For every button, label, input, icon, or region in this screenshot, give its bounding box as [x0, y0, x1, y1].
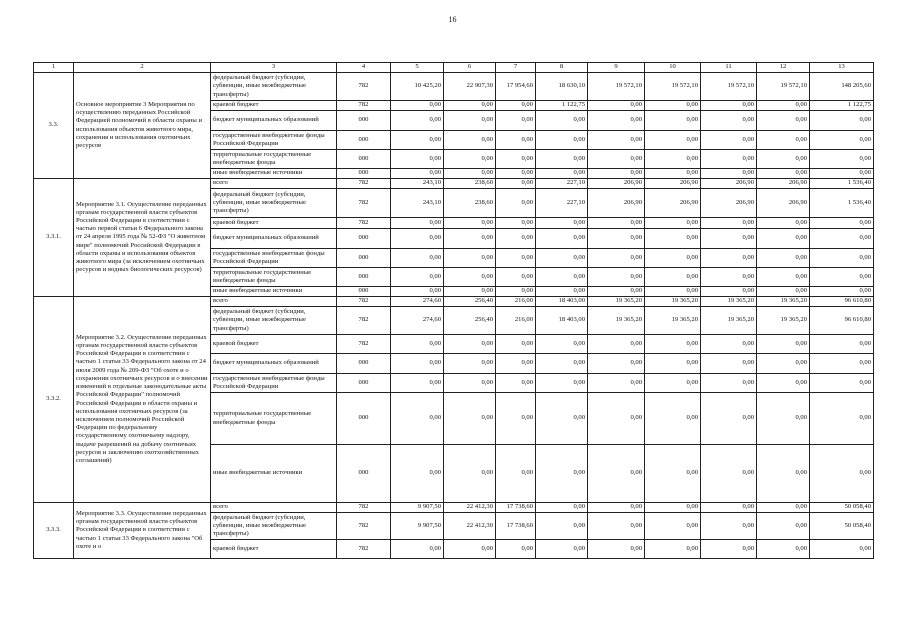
budget-code: 782	[337, 297, 391, 307]
amount-cell: 0,00	[496, 179, 536, 189]
amount-cell: 1 122,75	[810, 101, 874, 111]
amount-cell: 256,40	[444, 307, 496, 335]
amount-cell: 0,00	[701, 393, 757, 445]
amount-cell: 0,00	[645, 101, 701, 111]
amount-cell: 0,00	[588, 218, 645, 229]
amount-cell: 0,00	[496, 393, 536, 445]
amount-cell: 0,00	[645, 393, 701, 445]
amount-cell: 148 205,60	[810, 73, 874, 101]
amount-cell: 0,00	[645, 445, 701, 503]
amount-cell: 0,00	[757, 101, 810, 111]
funding-source: государственные внебюджетные фонды Российской Федерации	[211, 249, 337, 268]
budget-table	[33, 62, 874, 559]
amount-cell: 19 365,20	[757, 297, 810, 307]
amount-cell: 0,00	[536, 131, 588, 150]
amount-cell: 0,00	[701, 503, 757, 513]
amount-cell: 0,00	[810, 150, 874, 169]
amount-cell: 206,90	[701, 179, 757, 189]
budget-code: 000	[337, 287, 391, 297]
budget-code: 782	[337, 503, 391, 513]
funding-source: иные внебюджетные источники	[211, 169, 337, 179]
amount-cell: 0,00	[496, 335, 536, 354]
amount-cell: 0,00	[701, 287, 757, 297]
amount-cell: 0,00	[810, 131, 874, 150]
amount-cell: 19 365,20	[588, 307, 645, 335]
amount-cell: 0,00	[496, 169, 536, 179]
amount-cell: 0,00	[757, 354, 810, 374]
column-header: 5	[391, 63, 444, 73]
amount-cell: 17 738,60	[496, 513, 536, 540]
item-number: 3.3.3.	[34, 503, 74, 559]
column-number-row	[34, 63, 874, 73]
amount-cell: 0,00	[536, 335, 588, 354]
table-row	[34, 503, 874, 513]
funding-source: бюджет муниципальных образований	[211, 111, 337, 131]
funding-source: территориальные государственные внебюджетные фонды	[211, 268, 337, 287]
amount-cell: 0,00	[536, 503, 588, 513]
amount-cell: 0,00	[496, 111, 536, 131]
budget-code: 000	[337, 150, 391, 169]
amount-cell: 0,00	[645, 111, 701, 131]
amount-cell: 0,00	[645, 287, 701, 297]
amount-cell: 0,00	[444, 229, 496, 249]
amount-cell: 0,00	[496, 374, 536, 393]
funding-source: государственные внебюджетные фонды Российской Федерации	[211, 374, 337, 393]
amount-cell: 0,00	[757, 218, 810, 229]
amount-cell: 0,00	[757, 287, 810, 297]
amount-cell: 0,00	[810, 445, 874, 503]
amount-cell: 0,00	[645, 169, 701, 179]
amount-cell: 0,00	[701, 169, 757, 179]
amount-cell: 0,00	[645, 268, 701, 287]
amount-cell: 0,00	[701, 229, 757, 249]
amount-cell: 0,00	[588, 150, 645, 169]
amount-cell: 0,00	[391, 101, 444, 111]
column-header: 10	[645, 63, 701, 73]
column-header: 13	[810, 63, 874, 73]
item-title: Основное мероприятие 3 Мероприятия по осуществлению переданных Российской Федерацией полномочий в области охраны и использования объектов животного мира, сохранения и использования охотничьих ресурсов	[74, 73, 211, 179]
amount-cell: 0,00	[757, 150, 810, 169]
column-header: 4	[337, 63, 391, 73]
amount-cell: 17 954,60	[496, 73, 536, 101]
amount-cell: 0,00	[588, 287, 645, 297]
item-title: Мероприятие 3.1. Осуществление переданных органам государственной власти субъектов Российской Федерации в соответствии с частью первой статьи 6 Федерального закона от 24 апреля 1995 года № 52-ФЗ "О животном мире" полномочий Российской Федерации в области охраны и использования объектов животного мира (за исключением охотничьих ресурсов и водных биологических ресурсов)	[74, 179, 211, 297]
funding-source: краевой бюджет	[211, 218, 337, 229]
amount-cell: 0,00	[536, 169, 588, 179]
amount-cell: 0,00	[444, 111, 496, 131]
table-row	[34, 297, 874, 307]
amount-cell: 0,00	[588, 354, 645, 374]
budget-code: 782	[337, 540, 391, 559]
amount-cell: 96 610,80	[810, 307, 874, 335]
column-header: 7	[496, 63, 536, 73]
amount-cell: 0,00	[444, 335, 496, 354]
funding-source: бюджет муниципальных образований	[211, 229, 337, 249]
amount-cell: 19 365,20	[757, 307, 810, 335]
amount-cell: 0,00	[810, 169, 874, 179]
amount-cell: 10 425,20	[391, 73, 444, 101]
amount-cell: 0,00	[496, 249, 536, 268]
funding-source: иные внебюджетные источники	[211, 445, 337, 503]
budget-code: 000	[337, 249, 391, 268]
amount-cell: 0,00	[701, 354, 757, 374]
amount-cell: 19 365,20	[645, 307, 701, 335]
amount-cell: 0,00	[391, 229, 444, 249]
amount-cell: 96 610,80	[810, 297, 874, 307]
amount-cell: 0,00	[391, 131, 444, 150]
amount-cell: 0,00	[701, 540, 757, 559]
amount-cell: 0,00	[391, 374, 444, 393]
amount-cell: 0,00	[444, 101, 496, 111]
amount-cell: 0,00	[645, 503, 701, 513]
amount-cell: 227,10	[536, 179, 588, 189]
amount-cell: 0,00	[810, 249, 874, 268]
amount-cell: 216,00	[496, 307, 536, 335]
amount-cell: 1 122,75	[536, 101, 588, 111]
amount-cell: 19 365,20	[588, 297, 645, 307]
amount-cell: 0,00	[810, 354, 874, 374]
amount-cell: 18 403,00	[536, 297, 588, 307]
budget-code: 000	[337, 354, 391, 374]
amount-cell: 238,60	[444, 189, 496, 218]
funding-source: всего	[211, 503, 337, 513]
amount-cell: 0,00	[536, 229, 588, 249]
funding-source: всего	[211, 179, 337, 189]
amount-cell: 0,00	[391, 249, 444, 268]
amount-cell: 0,00	[757, 268, 810, 287]
amount-cell: 0,00	[536, 111, 588, 131]
amount-cell: 206,90	[645, 189, 701, 218]
amount-cell: 0,00	[588, 503, 645, 513]
amount-cell: 0,00	[536, 287, 588, 297]
budget-code: 000	[337, 229, 391, 249]
amount-cell: 0,00	[588, 513, 645, 540]
funding-source: федеральный бюджет (субсидии, субвенции, иные межбюджетные трансферты)	[211, 73, 337, 101]
amount-cell: 227,10	[536, 189, 588, 218]
amount-cell: 0,00	[588, 169, 645, 179]
amount-cell: 0,00	[391, 354, 444, 374]
amount-cell: 274,60	[391, 307, 444, 335]
item-number: 3.3.1.	[34, 179, 74, 297]
budget-code: 782	[337, 101, 391, 111]
amount-cell: 50 058,40	[810, 513, 874, 540]
amount-cell: 206,90	[701, 189, 757, 218]
amount-cell: 0,00	[757, 169, 810, 179]
amount-cell: 206,90	[757, 189, 810, 218]
funding-source: всего	[211, 297, 337, 307]
amount-cell: 0,00	[701, 131, 757, 150]
amount-cell: 0,00	[588, 374, 645, 393]
item-title: Мероприятие 3.2. Осуществление переданных органам государственной власти субъектов Российской Федерации в соответствии с частью 1 статьи 33 Федерального закона от 24 июля 2009 года № 209-ФЗ "Об охоте и о сохранении охотничьих ресурсов и о внесении изменений в отдельные законодательные акты Российской Федерации" полномочий Российской Федерации в области охраны и использования охотничьих ресурсов (за исключением полномочий Российской Федерации по федеральному государственному охотничьему надзору, выдаче разрешений на добычу охотничьих ресурсов и заключению охотхозяйственных соглашений)	[74, 297, 211, 503]
funding-source: федеральный бюджет (субсидии, субвенции, иные межбюджетные трансферты)	[211, 513, 337, 540]
amount-cell: 19 365,20	[701, 307, 757, 335]
amount-cell: 0,00	[391, 393, 444, 445]
amount-cell: 0,00	[810, 393, 874, 445]
amount-cell: 19 572,10	[588, 73, 645, 101]
table-row	[34, 73, 874, 101]
amount-cell: 0,00	[496, 150, 536, 169]
amount-cell: 0,00	[810, 287, 874, 297]
amount-cell: 0,00	[645, 150, 701, 169]
amount-cell: 0,00	[536, 540, 588, 559]
amount-cell: 0,00	[536, 268, 588, 287]
amount-cell: 0,00	[701, 218, 757, 229]
budget-code: 000	[337, 111, 391, 131]
amount-cell: 0,00	[757, 513, 810, 540]
amount-cell: 206,90	[588, 179, 645, 189]
amount-cell: 0,00	[391, 169, 444, 179]
amount-cell: 0,00	[645, 513, 701, 540]
table-body	[34, 73, 874, 559]
funding-source: государственные внебюджетные фонды Российской Федерации	[211, 131, 337, 150]
amount-cell: 0,00	[588, 229, 645, 249]
amount-cell: 0,00	[496, 131, 536, 150]
amount-cell: 0,00	[444, 131, 496, 150]
budget-code: 782	[337, 179, 391, 189]
funding-source: федеральный бюджет (субсидии, субвенции, иные межбюджетные трансферты)	[211, 189, 337, 218]
amount-cell: 0,00	[757, 335, 810, 354]
amount-cell: 243,10	[391, 179, 444, 189]
amount-cell: 0,00	[496, 218, 536, 229]
amount-cell: 1 536,40	[810, 179, 874, 189]
amount-cell: 0,00	[391, 287, 444, 297]
amount-cell: 0,00	[444, 287, 496, 297]
amount-cell: 0,00	[444, 268, 496, 287]
amount-cell: 19 572,10	[757, 73, 810, 101]
amount-cell: 0,00	[757, 229, 810, 249]
amount-cell: 0,00	[757, 111, 810, 131]
amount-cell: 0,00	[645, 354, 701, 374]
amount-cell: 22 412,30	[444, 513, 496, 540]
amount-cell: 0,00	[757, 393, 810, 445]
amount-cell: 0,00	[588, 335, 645, 354]
amount-cell: 0,00	[444, 393, 496, 445]
amount-cell: 0,00	[444, 218, 496, 229]
amount-cell: 0,00	[536, 249, 588, 268]
amount-cell: 0,00	[391, 150, 444, 169]
amount-cell: 0,00	[701, 111, 757, 131]
amount-cell: 0,00	[757, 445, 810, 503]
budget-code: 000	[337, 169, 391, 179]
amount-cell: 0,00	[391, 111, 444, 131]
amount-cell: 0,00	[536, 393, 588, 445]
column-header: 1	[34, 63, 74, 73]
column-header: 3	[211, 63, 337, 73]
amount-cell: 0,00	[701, 268, 757, 287]
amount-cell: 0,00	[701, 101, 757, 111]
amount-cell: 0,00	[701, 335, 757, 354]
amount-cell: 0,00	[496, 189, 536, 218]
amount-cell: 0,00	[701, 249, 757, 268]
amount-cell: 256,40	[444, 297, 496, 307]
table-row	[34, 179, 874, 189]
amount-cell: 0,00	[496, 268, 536, 287]
amount-cell: 0,00	[701, 513, 757, 540]
amount-cell: 0,00	[536, 218, 588, 229]
amount-cell: 19 572,10	[701, 73, 757, 101]
column-header: 8	[536, 63, 588, 73]
amount-cell: 0,00	[701, 374, 757, 393]
amount-cell: 0,00	[536, 374, 588, 393]
amount-cell: 0,00	[645, 131, 701, 150]
column-header: 12	[757, 63, 810, 73]
amount-cell: 0,00	[810, 111, 874, 131]
amount-cell: 18 403,00	[536, 307, 588, 335]
amount-cell: 206,90	[645, 179, 701, 189]
amount-cell: 0,00	[444, 249, 496, 268]
amount-cell: 0,00	[536, 354, 588, 374]
amount-cell: 50 058,40	[810, 503, 874, 513]
column-header: 2	[74, 63, 211, 73]
amount-cell: 22 412,30	[444, 503, 496, 513]
amount-cell: 0,00	[496, 540, 536, 559]
amount-cell: 0,00	[757, 540, 810, 559]
column-header: 9	[588, 63, 645, 73]
amount-cell: 0,00	[645, 229, 701, 249]
amount-cell: 0,00	[391, 540, 444, 559]
amount-cell: 0,00	[588, 445, 645, 503]
amount-cell: 0,00	[536, 150, 588, 169]
amount-cell: 0,00	[588, 131, 645, 150]
page-number: 16	[448, 15, 457, 24]
amount-cell: 0,00	[645, 335, 701, 354]
amount-cell: 0,00	[391, 218, 444, 229]
column-header: 6	[444, 63, 496, 73]
amount-cell: 206,90	[757, 179, 810, 189]
amount-cell: 0,00	[701, 445, 757, 503]
amount-cell: 238,60	[444, 179, 496, 189]
amount-cell: 0,00	[496, 287, 536, 297]
funding-source: территориальные государственные внебюджетные фонды	[211, 393, 337, 445]
amount-cell: 1 536,40	[810, 189, 874, 218]
amount-cell: 0,00	[588, 268, 645, 287]
amount-cell: 19 572,10	[645, 73, 701, 101]
amount-cell: 0,00	[810, 540, 874, 559]
amount-cell: 0,00	[391, 445, 444, 503]
amount-cell: 0,00	[496, 101, 536, 111]
amount-cell: 0,00	[391, 335, 444, 354]
amount-cell: 0,00	[496, 229, 536, 249]
amount-cell: 0,00	[701, 150, 757, 169]
amount-cell: 0,00	[536, 513, 588, 540]
amount-cell: 0,00	[757, 131, 810, 150]
amount-cell: 0,00	[810, 268, 874, 287]
budget-code: 000	[337, 374, 391, 393]
funding-source: краевой бюджет	[211, 335, 337, 354]
amount-cell: 0,00	[444, 354, 496, 374]
amount-cell: 19 365,20	[645, 297, 701, 307]
item-number: 3.3.2.	[34, 297, 74, 503]
budget-code: 782	[337, 73, 391, 101]
funding-source: краевой бюджет	[211, 101, 337, 111]
amount-cell: 274,60	[391, 297, 444, 307]
amount-cell: 0,00	[810, 374, 874, 393]
funding-source: бюджет муниципальных образований	[211, 354, 337, 374]
amount-cell: 9 907,50	[391, 503, 444, 513]
budget-code: 000	[337, 131, 391, 150]
funding-source: территориальные государственные внебюджетные фонды	[211, 150, 337, 169]
amount-cell: 0,00	[757, 249, 810, 268]
amount-cell: 0,00	[810, 229, 874, 249]
amount-cell: 0,00	[757, 374, 810, 393]
amount-cell: 19 365,20	[701, 297, 757, 307]
amount-cell: 0,00	[810, 218, 874, 229]
budget-code: 782	[337, 513, 391, 540]
item-number: 3.3.	[34, 73, 74, 179]
amount-cell: 0,00	[645, 249, 701, 268]
amount-cell: 0,00	[536, 445, 588, 503]
amount-cell: 0,00	[588, 111, 645, 131]
amount-cell: 0,00	[496, 354, 536, 374]
amount-cell: 17 738,60	[496, 503, 536, 513]
column-header: 11	[701, 63, 757, 73]
budget-code: 782	[337, 218, 391, 229]
amount-cell: 0,00	[496, 445, 536, 503]
amount-cell: 9 907,50	[391, 513, 444, 540]
amount-cell: 0,00	[645, 218, 701, 229]
amount-cell: 0,00	[588, 393, 645, 445]
budget-code: 000	[337, 445, 391, 503]
amount-cell: 0,00	[588, 540, 645, 559]
amount-cell: 0,00	[444, 540, 496, 559]
funding-source: иные внебюджетные источники	[211, 287, 337, 297]
budget-code: 782	[337, 335, 391, 354]
amount-cell: 0,00	[444, 169, 496, 179]
budget-code: 000	[337, 393, 391, 445]
amount-cell: 0,00	[757, 503, 810, 513]
amount-cell: 0,00	[588, 249, 645, 268]
funding-source: федеральный бюджет (субсидии, субвенции, иные межбюджетные трансферты)	[211, 307, 337, 335]
amount-cell: 0,00	[444, 374, 496, 393]
amount-cell: 243,10	[391, 189, 444, 218]
amount-cell: 18 630,10	[536, 73, 588, 101]
amount-cell: 0,00	[588, 101, 645, 111]
amount-cell: 0,00	[391, 268, 444, 287]
amount-cell: 216,00	[496, 297, 536, 307]
budget-code: 782	[337, 307, 391, 335]
budget-code: 782	[337, 189, 391, 218]
funding-source: краевой бюджет	[211, 540, 337, 559]
amount-cell: 22 907,30	[444, 73, 496, 101]
amount-cell: 0,00	[810, 335, 874, 354]
item-title: Мероприятие 3.3. Осуществление переданных органам государственной власти субъектов Российской Федерации в соответствии с частью 1 статьи 33 Федерального закона "Об охоте и о	[74, 503, 211, 559]
amount-cell: 0,00	[645, 540, 701, 559]
amount-cell: 0,00	[645, 374, 701, 393]
amount-cell: 0,00	[444, 445, 496, 503]
budget-code: 000	[337, 268, 391, 287]
amount-cell: 0,00	[444, 150, 496, 169]
amount-cell: 206,90	[588, 189, 645, 218]
